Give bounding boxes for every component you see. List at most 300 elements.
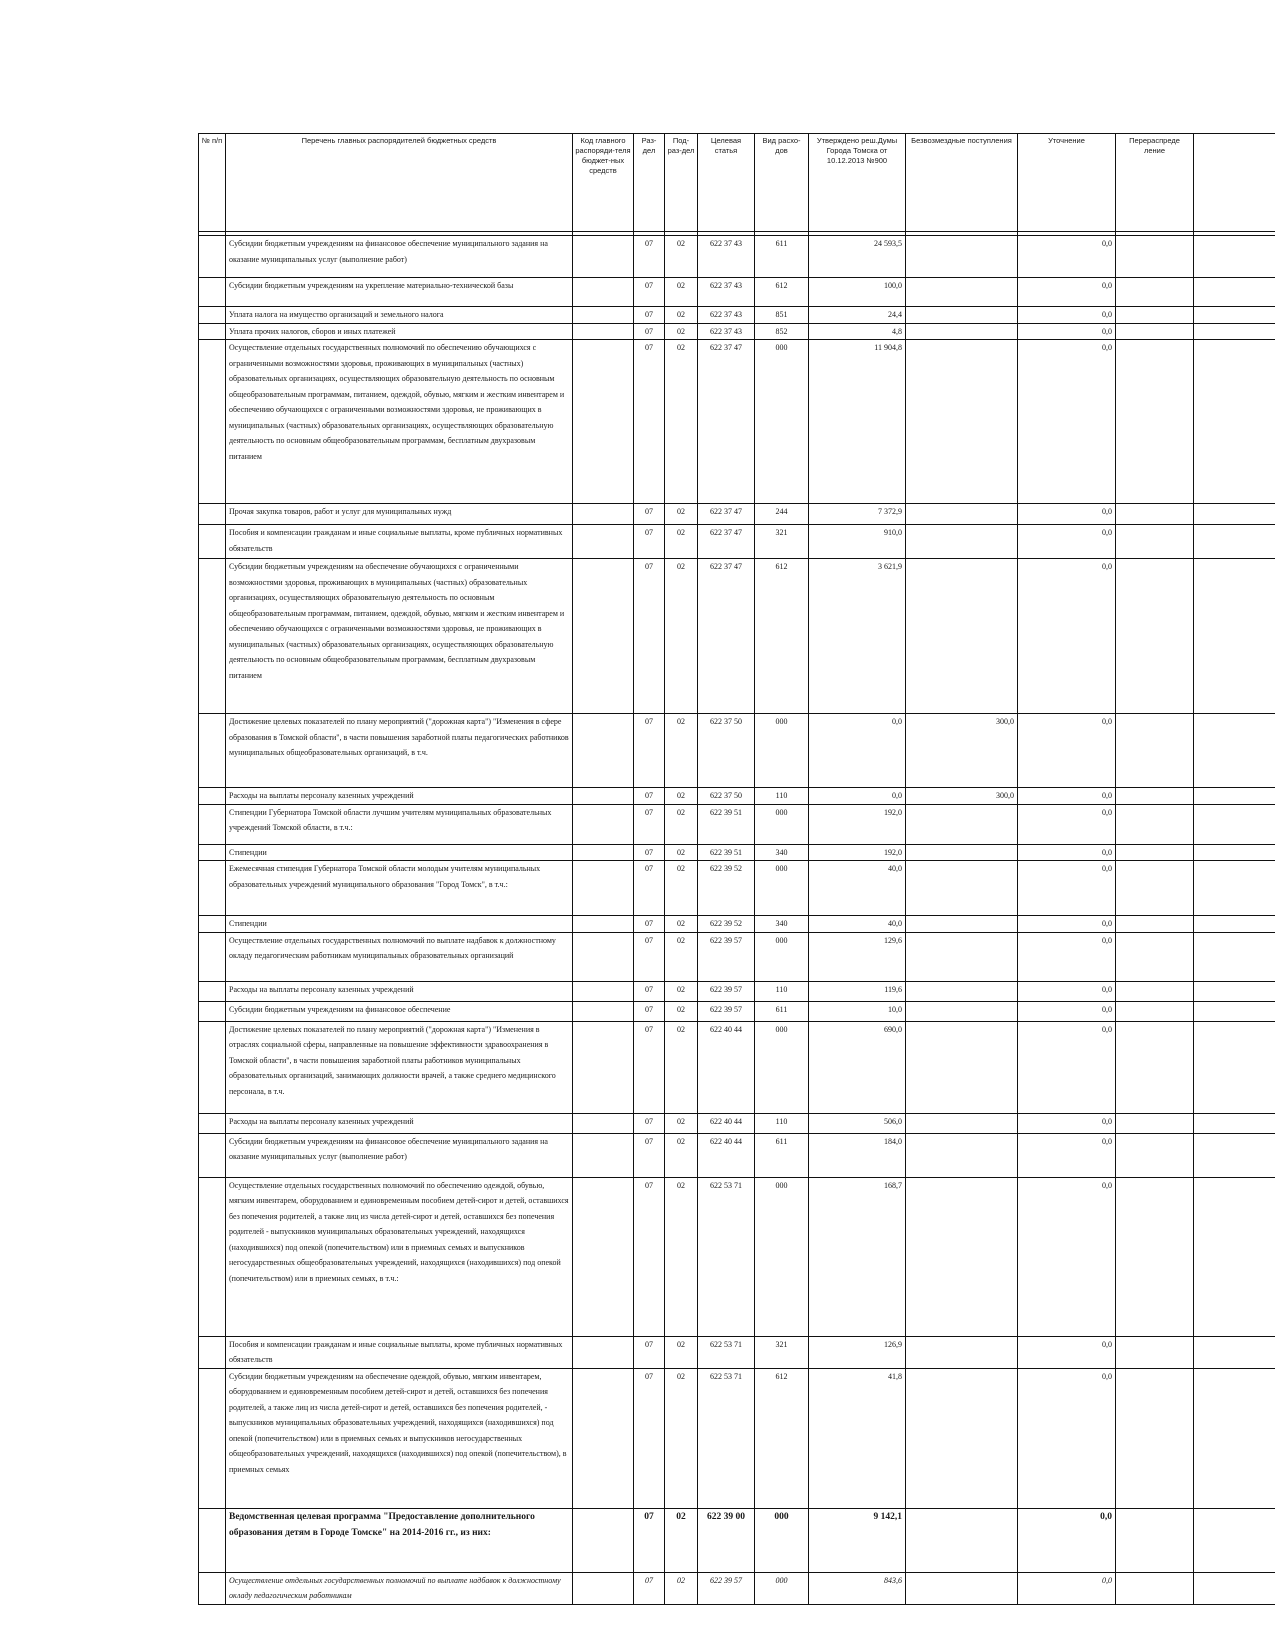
- cell-code: [573, 236, 634, 278]
- cell-extra: [1194, 714, 1275, 788]
- cell-code: [573, 788, 634, 805]
- cell-bezv: [906, 861, 1018, 916]
- cell-pereraspr: [1116, 861, 1194, 916]
- cell-num: [199, 1508, 226, 1572]
- table-row: [199, 1336, 1275, 1368]
- cell-vid: 611: [755, 1001, 809, 1021]
- cell-extra: [1194, 861, 1275, 916]
- cell-bezv: [906, 804, 1018, 844]
- cell-name: Субсидии бюджетным учреждениям на обеспечение обучающихся с ограниченными возможностями здоровья, проживающих в муниципальных (частных) образовательных организациях, осуществляющих образовательную деятельность по основным общеобразовательным программам, питанием, одеждой, обувью, мягким и жестким инвентарем и обеспечению обучающихся с ограниченными возможностями здоровья, не проживающих в муниципальных (частных) образовательных организациях, осуществляющих образовательную деятельность по основным общеобразовательным программам, бесплатным двухразовым питанием: [226, 559, 573, 714]
- cell-bezv: [906, 1368, 1018, 1508]
- cell-extra: [1194, 804, 1275, 844]
- cell-utv: 3 621,9: [809, 559, 906, 714]
- header-extra: [1194, 134, 1275, 232]
- cell-utv: 9 142,1: [809, 1508, 906, 1572]
- cell-extra: [1194, 1113, 1275, 1133]
- header-tsel: Целевая статья: [698, 134, 755, 232]
- cell-utoch: 0,0: [1018, 307, 1116, 324]
- cell-utv: 506,0: [809, 1113, 906, 1133]
- cell-razdel: 07: [634, 1133, 665, 1177]
- cell-razdel: 07: [634, 559, 665, 714]
- table-row: [199, 916, 1275, 933]
- header-razdel: Раз-дел: [634, 134, 665, 232]
- cell-num: [199, 1572, 226, 1604]
- cell-name: Стипендии Губернатора Томской области лучшим учителям муниципальных образовательных учреждений Томской области, в т.ч.:: [226, 804, 573, 844]
- cell-bezv: [906, 278, 1018, 307]
- cell-vid: 340: [755, 916, 809, 933]
- cell-vid: 852: [755, 323, 809, 340]
- cell-tsel: 622 40 44: [698, 1021, 755, 1113]
- cell-name: Достижение целевых показателей по плану мероприятий ("дорожная карта") "Изменения в сфере образования в Томской области", в части повышения заработной платы педагогических работников муниципальных общеобразовательных организаций, в т.ч.: [226, 714, 573, 788]
- table-row: [199, 1021, 1275, 1113]
- cell-utoch: 0,0: [1018, 1368, 1116, 1508]
- cell-vid: 000: [755, 1177, 809, 1336]
- cell-utoch: 0,0: [1018, 1572, 1116, 1604]
- cell-code: [573, 932, 634, 981]
- table-row: [199, 932, 1275, 981]
- cell-razdel: 07: [634, 932, 665, 981]
- cell-extra: [1194, 323, 1275, 340]
- cell-podrazdel: 02: [665, 844, 698, 861]
- cell-extra: [1194, 1508, 1275, 1572]
- cell-utoch: 0,0: [1018, 278, 1116, 307]
- cell-utoch: 0,0: [1018, 916, 1116, 933]
- cell-bezv: 300,0: [906, 714, 1018, 788]
- cell-vid: 110: [755, 788, 809, 805]
- cell-code: [573, 1572, 634, 1604]
- cell-razdel: 07: [634, 1001, 665, 1021]
- table-row: [199, 504, 1275, 525]
- cell-name: Уплата прочих налогов, сборов и иных платежей: [226, 323, 573, 340]
- cell-num: [199, 559, 226, 714]
- cell-num: [199, 804, 226, 844]
- cell-vid: 000: [755, 714, 809, 788]
- cell-utv: 119,6: [809, 981, 906, 1001]
- cell-extra: [1194, 236, 1275, 278]
- cell-utv: 0,0: [809, 788, 906, 805]
- cell-razdel: 07: [634, 1021, 665, 1113]
- cell-pereraspr: [1116, 714, 1194, 788]
- cell-name: Пособия и компенсации гражданам и иные социальные выплаты, кроме публичных нормативных обязательств: [226, 525, 573, 559]
- cell-code: [573, 307, 634, 324]
- cell-utoch: 0,0: [1018, 340, 1116, 504]
- cell-podrazdel: 02: [665, 525, 698, 559]
- header-utv: Утверждено реш.Думы Города Томска от 10.12.2013 №900: [809, 134, 906, 232]
- cell-razdel: 07: [634, 525, 665, 559]
- cell-utoch: 0,0: [1018, 525, 1116, 559]
- table-row: [199, 340, 1275, 504]
- cell-code: [573, 861, 634, 916]
- cell-utv: 41,8: [809, 1368, 906, 1508]
- cell-vid: 340: [755, 844, 809, 861]
- header-pereraspr: Перераспреде ление: [1116, 134, 1194, 232]
- cell-utv: 192,0: [809, 804, 906, 844]
- cell-podrazdel: 02: [665, 1001, 698, 1021]
- cell-num: [199, 932, 226, 981]
- cell-bezv: [906, 559, 1018, 714]
- cell-extra: [1194, 307, 1275, 324]
- cell-extra: [1194, 932, 1275, 981]
- cell-vid: 110: [755, 981, 809, 1001]
- cell-tsel: 622 37 47: [698, 525, 755, 559]
- header-utoch: Уточнение: [1018, 134, 1116, 232]
- header-code: Код главного распоряди-теля бюджет-ных средств: [573, 134, 634, 232]
- table-row: [199, 1572, 1275, 1604]
- cell-code: [573, 1177, 634, 1336]
- cell-num: [199, 1001, 226, 1021]
- cell-vid: 321: [755, 1336, 809, 1368]
- cell-code: [573, 323, 634, 340]
- table-row: [199, 323, 1275, 340]
- table-row: [199, 1133, 1275, 1177]
- cell-bezv: [906, 916, 1018, 933]
- cell-utv: 10,0: [809, 1001, 906, 1021]
- cell-vid: 000: [755, 804, 809, 844]
- cell-vid: 000: [755, 1021, 809, 1113]
- cell-code: [573, 981, 634, 1001]
- cell-num: [199, 1113, 226, 1133]
- cell-extra: [1194, 525, 1275, 559]
- cell-tsel: 622 37 43: [698, 278, 755, 307]
- cell-razdel: 07: [634, 323, 665, 340]
- table-row: [199, 1508, 1275, 1572]
- cell-code: [573, 714, 634, 788]
- cell-bezv: [906, 1336, 1018, 1368]
- budget-table: [198, 133, 1275, 1605]
- cell-tsel: 622 37 43: [698, 236, 755, 278]
- cell-vid: 612: [755, 278, 809, 307]
- cell-name: Субсидии бюджетным учреждениям на укрепление материально-технической базы: [226, 278, 573, 307]
- cell-code: [573, 916, 634, 933]
- cell-pereraspr: [1116, 307, 1194, 324]
- table-row: [199, 981, 1275, 1001]
- cell-code: [573, 1133, 634, 1177]
- cell-pereraspr: [1116, 1572, 1194, 1604]
- cell-code: [573, 1001, 634, 1021]
- cell-name: Расходы на выплаты персоналу казенных учреждений: [226, 981, 573, 1001]
- cell-bezv: [906, 1021, 1018, 1113]
- cell-extra: [1194, 1177, 1275, 1336]
- cell-razdel: 07: [634, 714, 665, 788]
- cell-num: [199, 1336, 226, 1368]
- cell-razdel: 07: [634, 1368, 665, 1508]
- cell-razdel: 07: [634, 1177, 665, 1336]
- cell-num: [199, 236, 226, 278]
- cell-utoch: 0,0: [1018, 861, 1116, 916]
- cell-vid: 851: [755, 307, 809, 324]
- cell-tsel: 622 39 52: [698, 916, 755, 933]
- cell-tsel: 622 37 50: [698, 788, 755, 805]
- cell-num: [199, 323, 226, 340]
- cell-pereraspr: [1116, 278, 1194, 307]
- cell-vid: 611: [755, 1133, 809, 1177]
- cell-podrazdel: 02: [665, 323, 698, 340]
- cell-utv: 7 372,9: [809, 504, 906, 525]
- cell-code: [573, 340, 634, 504]
- cell-code: [573, 1021, 634, 1113]
- cell-name: Достижение целевых показателей по плану мероприятий ("дорожная карта") "Изменения в отраслях социальной сферы, направленные на повышение эффективности здравоохранения в Томской области", в части повышения заработной платы работников муниципальных образовательных организаций, занимающих должности врачей, а также среднего медицинского персонала, в т.ч.: [226, 1021, 573, 1113]
- table-row: [199, 525, 1275, 559]
- cell-utv: 4,8: [809, 323, 906, 340]
- header-num: № п/п: [199, 134, 226, 232]
- cell-razdel: 07: [634, 981, 665, 1001]
- cell-name: Субсидии бюджетным учреждениям на финансовое обеспечение муниципального задания на оказание муниципальных услуг (выполнение работ): [226, 236, 573, 278]
- cell-utv: 126,9: [809, 1336, 906, 1368]
- cell-utoch: 0,0: [1018, 236, 1116, 278]
- cell-pereraspr: [1116, 788, 1194, 805]
- cell-utoch: 0,0: [1018, 981, 1116, 1001]
- cell-vid: 000: [755, 1572, 809, 1604]
- header-podrazdel: Под-раз-дел: [665, 134, 698, 232]
- cell-utoch: 0,0: [1018, 559, 1116, 714]
- cell-num: [199, 916, 226, 933]
- cell-utv: 192,0: [809, 844, 906, 861]
- cell-name: Осуществление отдельных государственных полномочий по обеспечению обучающихся с ограниченными возможностями здоровья, проживающих в муниципальных (частных) образовательных организациях, осуществляющих образовательную деятельность по основным общеобразовательным программам, питанием, одеждой, обувью, мягким и жестким инвентарем и обеспечению обучающихся с ограниченными возможностями здоровья, не проживающих в муниципальных (частных) образовательных организациях, осуществляющих образовательную деятельность по основным общеобразовательным программам, бесплатным двухразовым питанием: [226, 340, 573, 504]
- table-row: [199, 278, 1275, 307]
- cell-pereraspr: [1116, 323, 1194, 340]
- cell-bezv: 300,0: [906, 788, 1018, 805]
- cell-num: [199, 307, 226, 324]
- cell-code: [573, 804, 634, 844]
- cell-pereraspr: [1116, 559, 1194, 714]
- cell-razdel: 07: [634, 1336, 665, 1368]
- cell-tsel: 622 39 57: [698, 1001, 755, 1021]
- cell-pereraspr: [1116, 844, 1194, 861]
- cell-utoch: 0,0: [1018, 323, 1116, 340]
- cell-tsel: 622 37 47: [698, 340, 755, 504]
- cell-podrazdel: 02: [665, 1572, 698, 1604]
- table-row: [199, 1177, 1275, 1336]
- cell-podrazdel: 02: [665, 504, 698, 525]
- cell-razdel: 07: [634, 1113, 665, 1133]
- cell-num: [199, 981, 226, 1001]
- cell-bezv: [906, 932, 1018, 981]
- cell-code: [573, 1508, 634, 1572]
- cell-bezv: [906, 844, 1018, 861]
- cell-tsel: 622 37 47: [698, 559, 755, 714]
- table-body: [199, 232, 1275, 1605]
- cell-podrazdel: 02: [665, 1177, 698, 1336]
- cell-utv: 40,0: [809, 916, 906, 933]
- cell-extra: [1194, 504, 1275, 525]
- cell-razdel: 07: [634, 1572, 665, 1604]
- cell-bezv: [906, 340, 1018, 504]
- cell-vid: 612: [755, 559, 809, 714]
- cell-num: [199, 714, 226, 788]
- cell-pereraspr: [1116, 1336, 1194, 1368]
- cell-utv: 24 593,5: [809, 236, 906, 278]
- cell-code: [573, 525, 634, 559]
- cell-pereraspr: [1116, 804, 1194, 844]
- cell-podrazdel: 02: [665, 932, 698, 981]
- table-row: [199, 559, 1275, 714]
- cell-bezv: [906, 504, 1018, 525]
- cell-num: [199, 504, 226, 525]
- header-vid: Вид расхо-дов: [755, 134, 809, 232]
- cell-name: Субсидии бюджетным учреждениям на финансовое обеспечение: [226, 1001, 573, 1021]
- cell-utv: 690,0: [809, 1021, 906, 1113]
- cell-podrazdel: 02: [665, 278, 698, 307]
- header-name: Перечень главных распорядителей бюджетных средств: [226, 134, 573, 232]
- cell-podrazdel: 02: [665, 788, 698, 805]
- cell-podrazdel: 02: [665, 916, 698, 933]
- cell-vid: 000: [755, 861, 809, 916]
- cell-podrazdel: 02: [665, 1508, 698, 1572]
- cell-extra: [1194, 1001, 1275, 1021]
- cell-pereraspr: [1116, 1001, 1194, 1021]
- cell-tsel: 622 37 43: [698, 307, 755, 324]
- cell-utv: 40,0: [809, 861, 906, 916]
- cell-bezv: [906, 981, 1018, 1001]
- cell-utv: 11 904,8: [809, 340, 906, 504]
- table-row: [199, 804, 1275, 844]
- cell-tsel: 622 39 51: [698, 844, 755, 861]
- cell-num: [199, 1368, 226, 1508]
- cell-num: [199, 278, 226, 307]
- cell-bezv: [906, 1133, 1018, 1177]
- cell-name: Ежемесячная стипендия Губернатора Томской области молодым учителям муниципальных образовательных учреждений муниципального образования "Город Томск", в т.ч.:: [226, 861, 573, 916]
- cell-pereraspr: [1116, 1021, 1194, 1113]
- cell-pereraspr: [1116, 981, 1194, 1001]
- cell-name: Субсидии бюджетным учреждениям на обеспечение одеждой, обувью, мягким инвентарем, оборудованием и единовременным пособием детей-сирот и детей, оставшихся без попечения родителей, а также лиц из числа детей-сирот и детей, оставшихся без попечения родителей, - выпускников муниципальных образовательных учреждений, находящихся (находившихся) под опекой (попечительством) или в приемных семьях и выпускников негосударственных общеобразовательных учреждений, находящихся (находившихся) под опекой (попечительством), в приемных семьях: [226, 1368, 573, 1508]
- cell-utoch: 0,0: [1018, 788, 1116, 805]
- cell-pereraspr: [1116, 340, 1194, 504]
- cell-podrazdel: 02: [665, 861, 698, 916]
- cell-pereraspr: [1116, 504, 1194, 525]
- cell-razdel: 07: [634, 788, 665, 805]
- cell-pereraspr: [1116, 932, 1194, 981]
- cell-num: [199, 788, 226, 805]
- cell-utoch: 0,0: [1018, 932, 1116, 981]
- cell-utoch: 0,0: [1018, 714, 1116, 788]
- cell-tsel: 622 40 44: [698, 1133, 755, 1177]
- cell-code: [573, 278, 634, 307]
- cell-bezv: [906, 1001, 1018, 1021]
- cell-extra: [1194, 278, 1275, 307]
- cell-name: Пособия и компенсации гражданам и иные социальные выплаты, кроме публичных нормативных обязательств: [226, 1336, 573, 1368]
- cell-podrazdel: 02: [665, 559, 698, 714]
- cell-utv: 129,6: [809, 932, 906, 981]
- cell-tsel: 622 39 52: [698, 861, 755, 916]
- cell-podrazdel: 02: [665, 714, 698, 788]
- cell-podrazdel: 02: [665, 1368, 698, 1508]
- cell-code: [573, 1336, 634, 1368]
- cell-tsel: 622 39 57: [698, 932, 755, 981]
- table-row: [199, 844, 1275, 861]
- cell-pereraspr: [1116, 1368, 1194, 1508]
- cell-extra: [1194, 916, 1275, 933]
- cell-extra: [1194, 788, 1275, 805]
- cell-bezv: [906, 307, 1018, 324]
- cell-name: Субсидии бюджетным учреждениям на финансовое обеспечение муниципального задания на оказание муниципальных услуг (выполнение работ): [226, 1133, 573, 1177]
- cell-utoch: 0,0: [1018, 1336, 1116, 1368]
- cell-podrazdel: 02: [665, 1133, 698, 1177]
- cell-pereraspr: [1116, 525, 1194, 559]
- cell-vid: 000: [755, 932, 809, 981]
- cell-bezv: [906, 1177, 1018, 1336]
- cell-utoch: 0,0: [1018, 1113, 1116, 1133]
- cell-utoch: 0,0: [1018, 1001, 1116, 1021]
- cell-extra: [1194, 559, 1275, 714]
- cell-code: [573, 844, 634, 861]
- cell-utoch: 0,0: [1018, 804, 1116, 844]
- cell-vid: 000: [755, 340, 809, 504]
- cell-code: [573, 1368, 634, 1508]
- cell-utoch: 0,0: [1018, 504, 1116, 525]
- cell-podrazdel: 02: [665, 1113, 698, 1133]
- cell-pereraspr: [1116, 1177, 1194, 1336]
- cell-extra: [1194, 844, 1275, 861]
- table-row: [199, 788, 1275, 805]
- cell-name: Прочая закупка товаров, работ и услуг для муниципальных нужд: [226, 504, 573, 525]
- cell-vid: 244: [755, 504, 809, 525]
- cell-name: Расходы на выплаты персоналу казенных учреждений: [226, 788, 573, 805]
- cell-num: [199, 1177, 226, 1336]
- cell-podrazdel: 02: [665, 981, 698, 1001]
- cell-pereraspr: [1116, 1508, 1194, 1572]
- cell-tsel: 622 53 71: [698, 1336, 755, 1368]
- cell-num: [199, 1133, 226, 1177]
- header-bezv: Безвозмездные поступления: [906, 134, 1018, 232]
- cell-vid: 000: [755, 1508, 809, 1572]
- cell-name: Стипендии: [226, 916, 573, 933]
- cell-num: [199, 340, 226, 504]
- cell-pereraspr: [1116, 916, 1194, 933]
- cell-tsel: 622 40 44: [698, 1113, 755, 1133]
- cell-razdel: 07: [634, 278, 665, 307]
- cell-extra: [1194, 1572, 1275, 1604]
- cell-extra: [1194, 1021, 1275, 1113]
- cell-bezv: [906, 1572, 1018, 1604]
- cell-podrazdel: 02: [665, 1021, 698, 1113]
- cell-bezv: [906, 323, 1018, 340]
- cell-code: [573, 504, 634, 525]
- cell-tsel: 622 39 57: [698, 981, 755, 1001]
- table-row: [199, 307, 1275, 324]
- table-row: [199, 1368, 1275, 1508]
- table-row: [199, 1001, 1275, 1021]
- cell-extra: [1194, 981, 1275, 1001]
- cell-tsel: 622 37 47: [698, 504, 755, 525]
- cell-bezv: [906, 236, 1018, 278]
- cell-tsel: 622 39 57: [698, 1572, 755, 1604]
- cell-vid: 612: [755, 1368, 809, 1508]
- cell-num: [199, 1021, 226, 1113]
- cell-bezv: [906, 1508, 1018, 1572]
- cell-name: Стипендии: [226, 844, 573, 861]
- cell-razdel: 07: [634, 504, 665, 525]
- table-row: [199, 236, 1275, 278]
- cell-name: Ведомственная целевая программа "Предоставление дополнительного образования детям в Городе Томске" на 2014-2016 гг., из них:: [226, 1508, 573, 1572]
- cell-num: [199, 844, 226, 861]
- cell-podrazdel: 02: [665, 340, 698, 504]
- cell-razdel: 07: [634, 804, 665, 844]
- table-header-row: [199, 134, 1275, 232]
- cell-utv: 0,0: [809, 714, 906, 788]
- cell-utv: 184,0: [809, 1133, 906, 1177]
- cell-name: Уплата налога на имущество организаций и земельного налога: [226, 307, 573, 324]
- cell-pereraspr: [1116, 236, 1194, 278]
- cell-code: [573, 1113, 634, 1133]
- cell-pereraspr: [1116, 1133, 1194, 1177]
- cell-razdel: 07: [634, 340, 665, 504]
- cell-code: [573, 559, 634, 714]
- cell-utv: 910,0: [809, 525, 906, 559]
- cell-name: Осуществление отдельных государственных полномочий по выплате надбавок к должностному окладу педагогическим работникам муниципальных образовательных организаций: [226, 932, 573, 981]
- cell-razdel: 07: [634, 307, 665, 324]
- table-row: [199, 861, 1275, 916]
- cell-utv: 100,0: [809, 278, 906, 307]
